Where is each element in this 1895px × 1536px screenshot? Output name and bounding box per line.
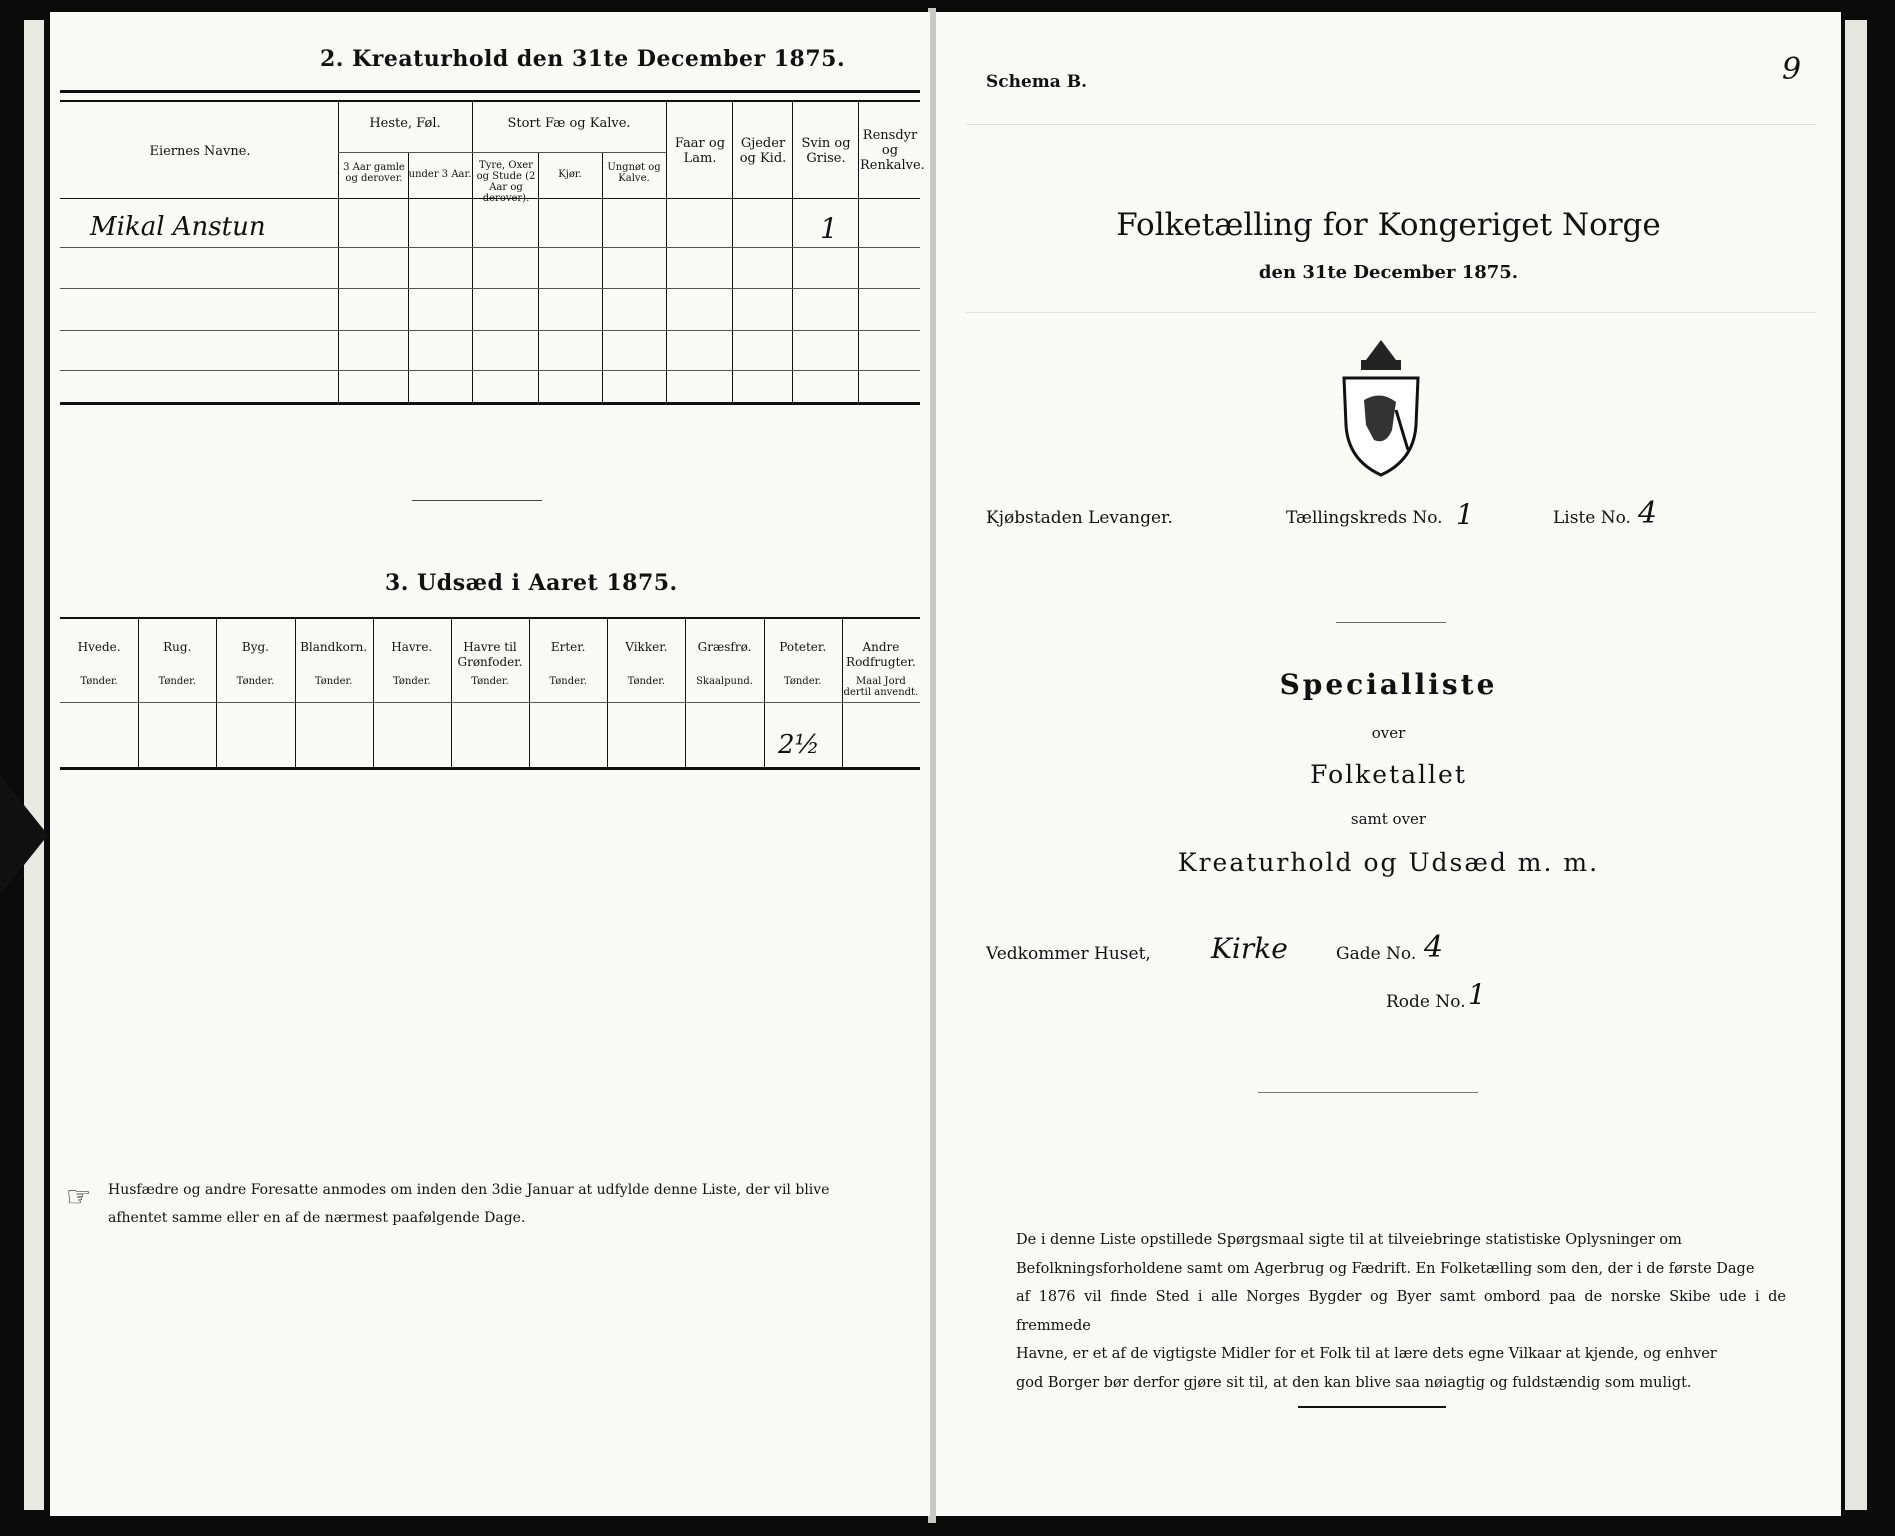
rode-label: Rode No. [1386,992,1466,1012]
crop-unit-2: Tønder. [236,676,275,687]
header-horses-b: under 3 Aar. [408,169,472,180]
folketallet-text: Folketallet [1310,760,1467,789]
crop-column-divider [216,619,217,767]
crop-unit-4: Tønder. [393,676,431,687]
paragraph-line-2: Befolkningsforholdene samt om Agerbrug og Fædrift. En Folketælling som den, der i de første Dage [1016,1260,1755,1277]
crop-header-4: Havre. [391,640,433,654]
crop-column-divider [529,619,530,767]
table-top-rule-2 [60,100,920,102]
schema-label: Schema B. [986,72,1088,92]
rode-value: 1 [1468,978,1486,1011]
notice-line-1: Husfædre og andre Foresatte anmodes om inden den 3die Januar at udfylde denne Liste, der vil blive [108,1182,830,1198]
crop-column-divider [373,619,374,767]
section3-title: 3. Udsæd i Aaret 1875. [385,570,678,596]
liste-label: Liste No. [1553,508,1631,528]
left-tab-marker [0,775,48,895]
paragraph-line-5: god Borger bør derfor gjøre sit til, at den kan blive saa nøiagtig og fuldstændig som muligt. [1016,1374,1692,1391]
crop-unit-5: Tønder. [471,676,509,687]
crop-column-divider [685,619,686,767]
over-text-1: over [1371,724,1406,742]
crop-column-divider [138,619,139,767]
crop-header-2: Byg. [241,640,269,654]
table-top-rule [60,90,920,93]
header-cattle-a: Tyre, Oxer og Stude (2 Aar og derover). [476,160,536,204]
left-page [50,12,930,1516]
crop-unit-8: Skaalpund. [696,676,753,687]
header-horses: Heste, Føl. [369,116,441,131]
gade-value: 4 [1424,930,1444,965]
samt-over-text: samt over [1350,810,1427,828]
crop-unit-7: Tønder. [627,676,666,687]
crop-unit-0: Tønder. [80,676,118,687]
header-pigs: Svin og Grise. [801,136,851,166]
table-bottom-rule [60,402,920,405]
crop-header-7: Vikker. [625,640,668,654]
right-page [936,12,1841,1516]
street-name: Kirke [1211,932,1288,965]
crop-header-6: Erter. [550,640,586,654]
crop-unit-6: Tønder. [549,676,587,687]
kreaturhold-text: Kreaturhold og Udsæd m. m. [1177,848,1600,877]
potatoes-value: 2½ [778,730,820,760]
header-reindeer: Rensdyr og Renkalve. [860,128,925,173]
header-cattle-b: Kjør. [558,169,582,180]
notice-line-2: afhentet samme eller en af de nærmest paafølgende Dage. [108,1210,526,1226]
notice-text [108,1176,918,1232]
kreds-label: Tællingskreds No. [1286,508,1443,528]
crop-column-divider [764,619,765,767]
liste-value: 4 [1638,496,1658,531]
pointing-hand-icon: ☞ [66,1180,92,1213]
closing-rule [1298,1406,1446,1408]
address-label: Vedkommer Huset, [986,944,1151,964]
paragraph-line-4: Havne, er et af de vigtigste Midler for et Folk til at lære dets egne Vilkaar at kjende, og enhver [1016,1346,1717,1362]
crop-column-divider [451,619,452,767]
crop-unit-3: Tønder. [314,676,353,687]
section2-title: 2. Kreaturhold den 31te December 1875. [320,46,846,72]
header-owner: Eiernes Navne. [149,144,251,159]
coat-of-arms-icon [1326,330,1436,480]
crop-unit-10: Maal Jord dertil anvendt. [843,676,919,698]
specialliste-title: Specialliste [1279,668,1498,701]
gade-label: Gade No. [1336,944,1417,964]
header-cattle: Stort Fæ og Kalve. [507,116,631,131]
crop-header-9: Poteter. [779,640,827,654]
header-horses-a: 3 Aar gamle og derover. [343,162,405,184]
s3-bottom-rule [60,767,920,770]
owner-name-1: Mikal Anstun [90,212,266,242]
crop-column-divider [842,619,843,767]
crop-header-8: Græsfrø. [697,640,752,654]
separator [412,500,542,501]
page-stack-edge-right [1845,20,1867,1510]
census-date: den 31te December 1875. [1258,262,1519,283]
page-stack-edge [24,20,44,1510]
header-goats: Gjeder og Kid. [739,136,787,166]
header-sheep: Faar og Lam. [674,136,726,166]
crop-header-1: Rug. [163,640,192,654]
crop-unit-9: Tønder. [783,676,822,687]
crop-header-10: Andre Rodfrugter. [846,640,916,669]
page-number: 9 [1782,52,1802,87]
crop-column-divider [607,619,608,767]
crop-header-5: Havre til Grønfoder. [457,640,523,669]
paragraph-line-1: De i denne Liste opstillede Spørgsmaal sigte til at tilveiebringe statistiske Oplysninger om [1016,1232,1682,1248]
pigs-value-1: 1 [820,212,838,245]
crop-header-0: Hvede. [77,640,121,654]
kreds-value: 1 [1456,498,1474,531]
info-paragraph [1016,1226,1786,1397]
header-cattle-c: Ungnøt og Kalve. [607,162,661,184]
s3-top-rule [60,617,920,619]
crop-column-divider [295,619,296,767]
crop-header-3: Blandkorn. [300,640,368,654]
census-title: Folketælling for Kongeriget Norge [1116,207,1661,243]
crop-unit-1: Tønder. [158,676,197,687]
paragraph-line-3: af 1876 vil finde Sted i alle Norges Bygder og Byer samt ombord paa de norske Skibe ude i de fremmede [1016,1289,1786,1334]
kjobstad-label: Kjøbstaden Levanger. [986,508,1173,528]
